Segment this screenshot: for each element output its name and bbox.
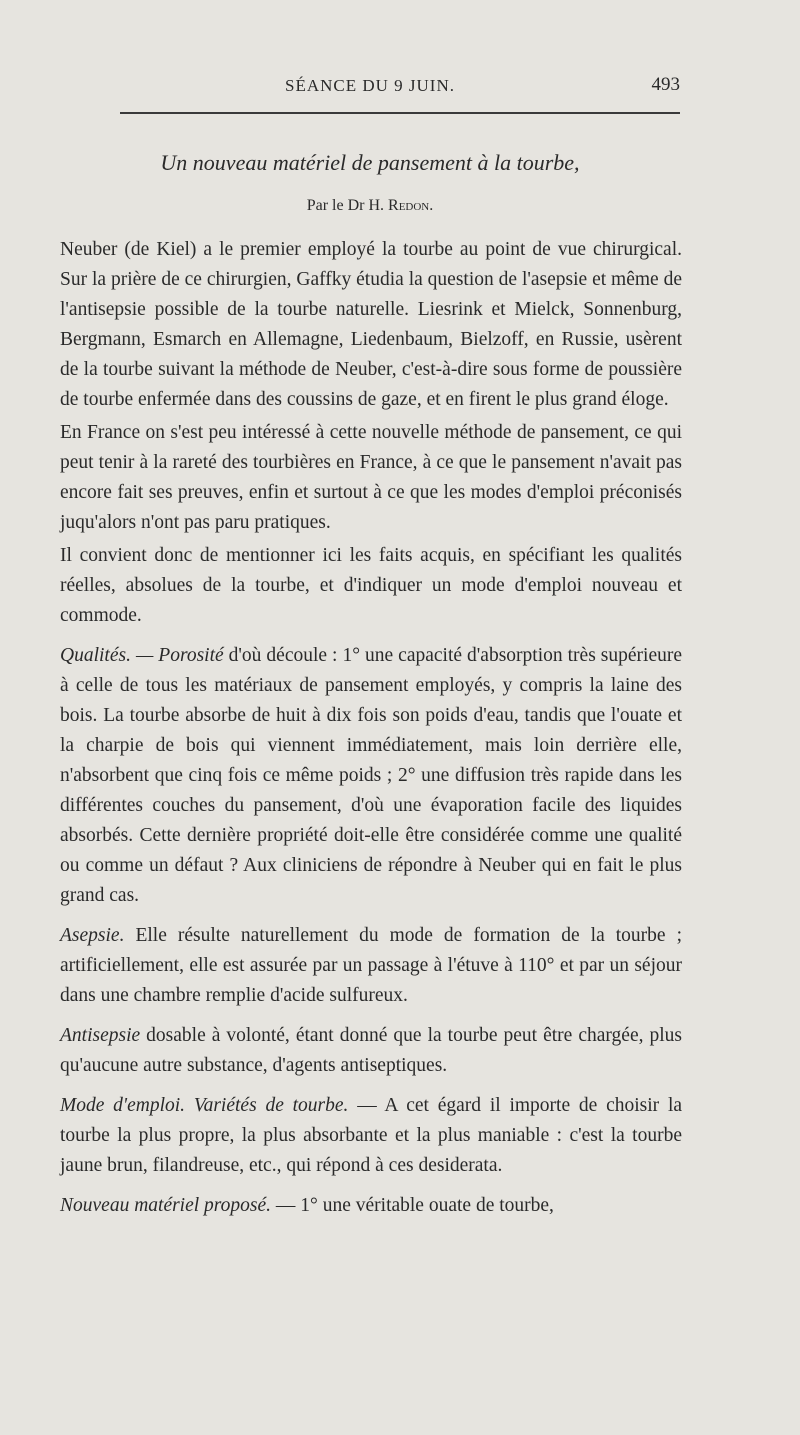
byline-prefix: Par le Dr H. — [306, 197, 389, 214]
paragraph-5-text: Elle résulte naturellement du mode de formation de la tourbe ; artificiellement, elle est assurée par un passage à l'étuve à 110° et par un séjour dans une chambre remplie d'acide sulfureux. — [60, 925, 682, 1006]
running-title: SÉANCE DU 9 JUIN. — [285, 76, 455, 95]
paragraph-7-text: — A cet égard il importe de choisir la tourbe la plus propre, la plus absorbante et la plus maniable : c'est la tourbe jaune brun, filandreuse, etc., qui répond à ces desiderata. — [60, 1095, 683, 1176]
paragraph-6-lead: Antisepsie — [60, 1025, 141, 1046]
article-body — [60, 235, 682, 1224]
byline — [60, 197, 680, 215]
paragraph-2-text: En France on s'est peu intéressé à cette nouvelle méthode de pansement, ce qui peut tenir à la rareté des tourbières en France, à ce que le pansement n'avait pas encore fait ses preuves, enfin et surtout à ce que les modes d'emploi préconisés juqu'alors n'ont pas paru pratiques. — [60, 422, 682, 533]
paragraph-5 — [60, 921, 682, 1011]
header-rule — [120, 112, 680, 114]
paragraph-4 — [60, 641, 682, 911]
paragraph-8-text: — 1° une véritable ouate de tourbe, — [271, 1195, 554, 1216]
paragraph-7 — [60, 1091, 682, 1181]
paragraph-8 — [60, 1191, 682, 1221]
page-number: 493 — [651, 74, 680, 95]
paragraph-4-lead: Qualités. — Porosité — [60, 645, 224, 666]
article-title: Un nouveau matériel de pansement à la tourbe, — [160, 150, 580, 175]
paragraph-4-text: d'où découle : 1° une capacité d'absorption très supérieure à celle de tous les matériaux de pansement employés, y compris la laine des bois. La tourbe absorbe de huit à dix fois son poids d'eau, tandis que l'ouate et la charpie de bois qui viennent immédiatement, mais loin derrière elle, n'absorbent que cinq fois ce même poids ; 2° une diffusion très rapide dans les différentes couches du pansement, d'où une évaporation facile des liquides absorbés. Cette dernière propriété doit-elle être considérée comme une qualité ou comme un défaut ? Aux cliniciens de répondre à Neuber qui en fait le plus grand cas. — [60, 645, 682, 906]
paragraph-6-text: dosable à volonté, étant donné que la tourbe peut être chargée, plus qu'aucune autre substance, d'agents antiseptiques. — [60, 1025, 682, 1076]
paragraph-3 — [60, 541, 682, 631]
paragraph-1 — [60, 235, 682, 415]
paragraph-6 — [60, 1021, 682, 1081]
byline-author: Redon. — [388, 197, 434, 214]
paragraph-3-text: Il convient donc de mentionner ici les faits acquis, en spécifiant les qualités réelles, absolues de la tourbe, et d'indiquer un mode d'emploi nouveau et commode. — [60, 545, 682, 626]
running-header — [60, 72, 680, 102]
paragraph-5-lead: Asepsie. — [60, 925, 125, 946]
paragraph-2 — [60, 418, 682, 538]
paragraph-7-lead: Mode d'emploi. Variétés de tourbe. — [60, 1095, 349, 1116]
paragraph-8-lead: Nouveau matériel proposé. — [60, 1195, 272, 1216]
paragraph-1-text: Neuber (de Kiel) a le premier employé la tourbe au point de vue chirurgical. Sur la prière de ce chirurgien, Gaffky étudia la question de l'asepsie et même de l'antisepsie possible de la tourbe naturelle. Liesrink et Mielck, Sonnenburg, Bergmann, Esmarch en Allemagne, Liedenbaum, Bielzoff, en Russie, usèrent de la tourbe suivant la méthode de Neuber, c'est-à-dire sous forme de poussière de tourbe enfermée dans des coussins de gaze, et en firent le plus grand éloge. — [60, 239, 682, 410]
